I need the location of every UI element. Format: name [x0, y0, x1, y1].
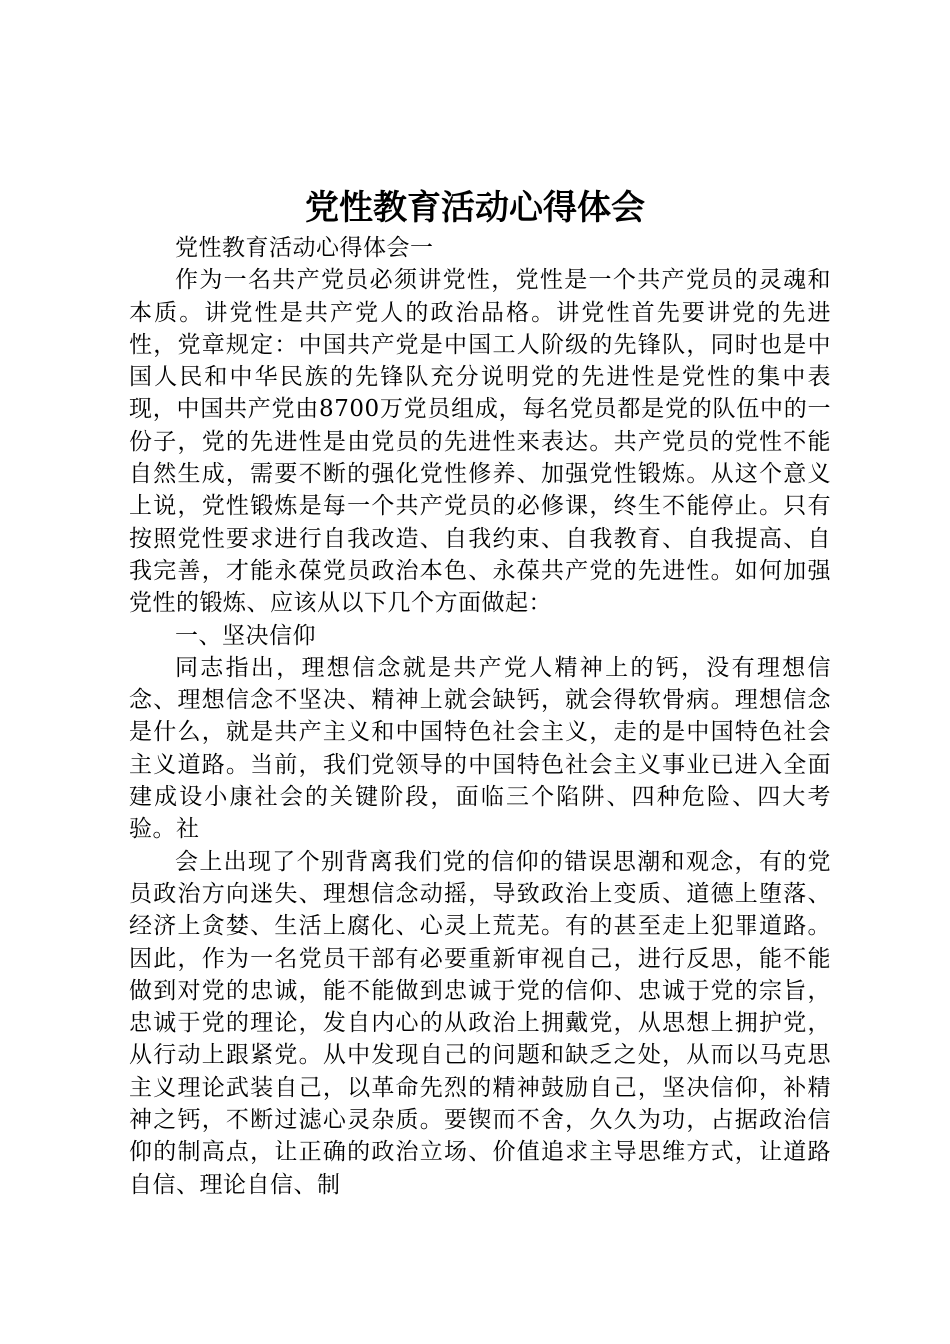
- section-heading: 一、坚决信仰: [175, 622, 316, 649]
- document-body: [129, 232, 831, 1201]
- paragraph-section-1b: 会上出现了个别背离我们党的信仰的错误思潮和观念，有的党员政治方向迷失、理想信念动摇，导致政治上变质、道德上堕落、经济上贪婪、生活上腐化、心灵上荒芜。有的甚至走上犯罪道路。因此，作为一名党员干部有必要重新审视自己，进行反思，能不能做到对党的忠诚，能不能做到忠诚于党的信仰、忠诚于党的宗旨，忠诚于党的理论，发自内心的从政治上拥戴党，从思想上拥护党，从行动上跟紧党。从中发现自己的问题和缺乏之处，从而以马克思主义理论武装自己，以革命先烈的精神鼓励自己，坚决信仰，补精神之钙，不断过滤心灵杂质。要锲而不舍，久久为功，占据政治信仰的制高点，让正确的政治立场、价值追求主导思维方式，让道路自信、理论自信、制: [129, 848, 831, 1198]
- paragraph-intro: 作为一名共产党员必须讲党性，党性是一个共产党员的灵魂和本质。讲党性是共产党人的政治品格。讲党性首先要讲党的先进性，党章规定：中国共产党是中国工人阶级的先锋队，同时也是中国人民和中华民族的先锋队充分说明党的先进性是党性的集中表现，中国共产党由8700万党员组成，每名党员都是党的队伍中的一份子，党的先进性是由党员的先进性来表达。共产党员的党性不能自然生成，需要不断的强化党性修养、加强党性锻炼。从这个意义上说，党性锻炼是每一个共产党员的必修课，终生不能停止。只有按照党性要求进行自我改造、自我约束、自我教育、自我提高、自我完善，才能永葆党员政治本色、永葆共产党的先进性。如何加强党性的锻炼、应该从以下几个方面做起：: [129, 267, 831, 617]
- paragraph-section-1a: 同志指出，理想信念就是共产党人精神上的钙，没有理想信念、理想信念不坚决、精神上就会缺钙，就会得软骨病。理想信念是什么，就是共产主义和中国特色社会主义，走的是中国特色社会主义道路。当前，我们党领导的中国特色社会主义事业已进入全面建成设小康社会的关键阶段，面临三个陷阱、四种危险、四大考验。社: [129, 654, 831, 843]
- document-title: 党性教育活动心得体会: [305, 188, 645, 228]
- paragraph-subtitle: 党性教育活动心得体会一: [175, 235, 434, 261]
